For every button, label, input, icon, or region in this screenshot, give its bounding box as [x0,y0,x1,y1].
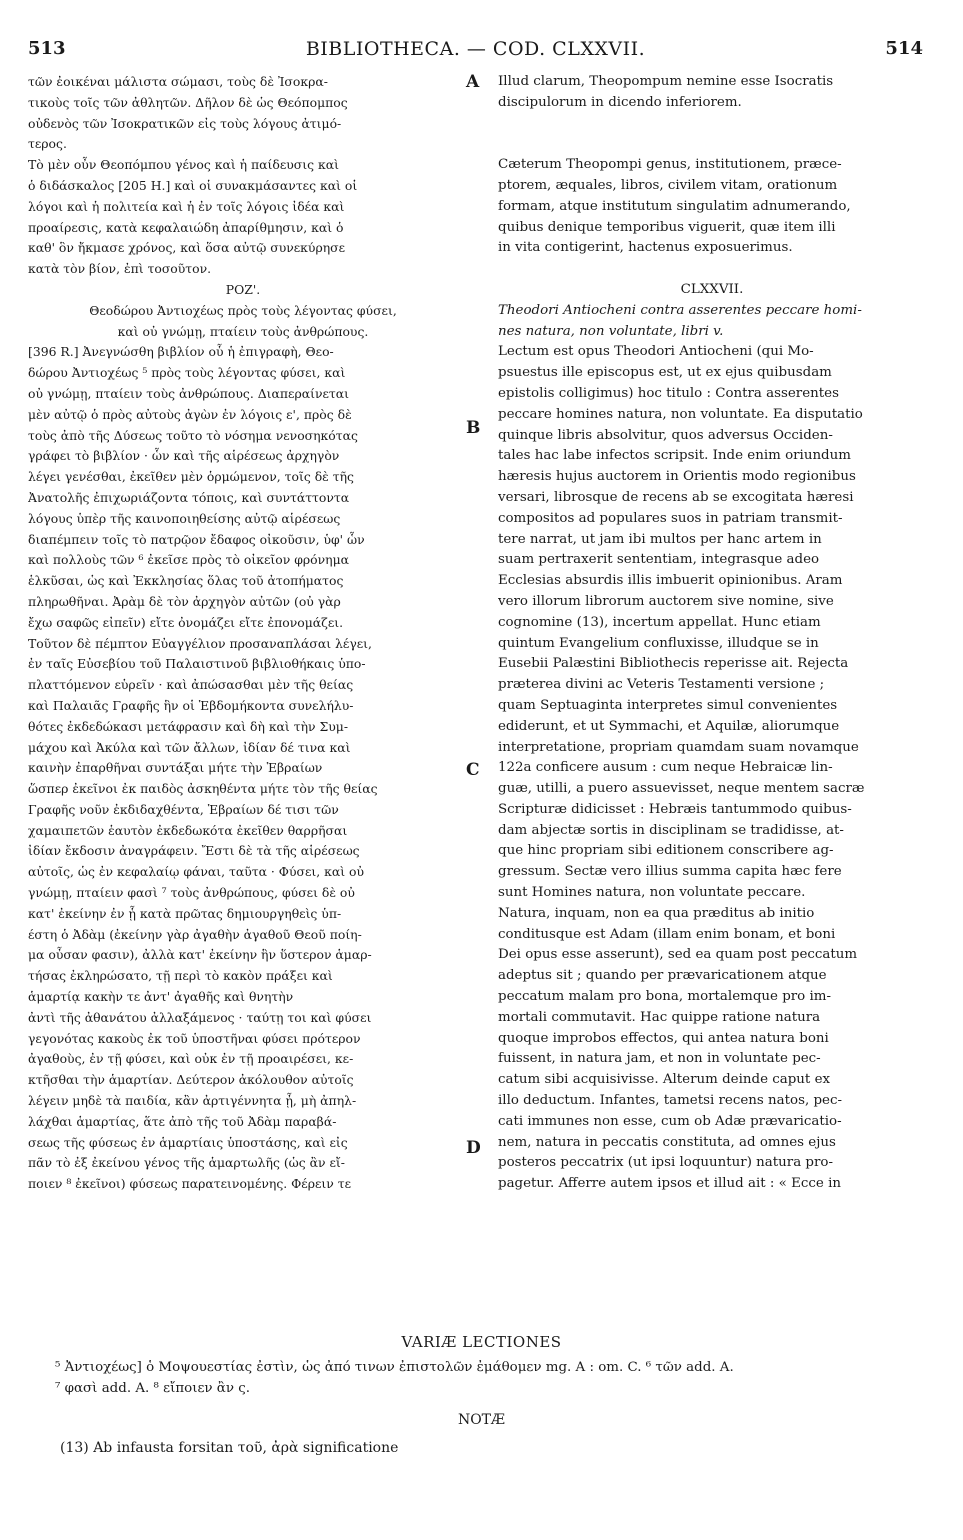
greek-line: τικοὺς τοῖς τῶν ἀθλητῶν. Δῆλον δὲ ὡς Θεόπομπος [28,94,348,110]
latin-line: quinque libris absolvitur, quos adversus Occiden- [498,427,833,443]
latin-line: Cæterum Theopompi genus, institutionem, præce- [498,157,842,173]
greek-line: μὲν αὐτῷ ὁ πρὸς αὐτοὺς ἀγὼν ἐν λόγοις ε', πρὸς δὲ [28,406,352,422]
variae-line-1: ⁵ Ἀντιοχέως] ὁ Μοψουεστίας ἐστὶν, ὡς ἀπό τινων ἐπιστολῶν ἐμάθομεν mg. A : om. C. ⁶ τῶν add. A. [55,1360,734,1375]
latin-column [498,72,926,1195]
latin-line: Theodori Antiocheni contra asserentes peccare homi- [498,302,862,318]
latin-line: quintum Evangelium confluxisse, illudque se in [498,635,819,651]
greek-line: γράφει τὸ βιβλίον · ὧν καὶ τῆς αἱρέσεως ἀρχηγὸν [28,448,340,464]
latin-line: quam Septuaginta interpretes simul convenientes [498,697,838,713]
latin-line: cognomine (13), incertum appellat. Hunc etiam [498,614,821,630]
greek-line: πᾶν τὸ ἐξ ἐκείνου γένος τῆς ἁμαρτωλῆς (ὡς ἂν εἴ- [28,1155,345,1171]
greek-line: τῶν ἐοικέναι μάλιστα σώμασι, τοὺς δὲ Ἰσοκρα- [28,74,328,89]
latin-line: præterea divini ac Veteris Testamenti versione ; [498,677,825,693]
greek-line: ἀντὶ τῆς ἀθανάτου ἀλλαξάμενος · ταύτῃ τοι καὶ φύσει [28,1009,372,1025]
greek-line: Τὸ μὲν οὖν Θεοπόμπου γένος καὶ ἡ παίδευσις καὶ [28,157,339,173]
greek-line: κατὰ τὸν βίον, ἐπὶ τοσοῦτον. [28,261,212,277]
latin-line: epistolis colligimus) hoc titulo : Contra asserentes [498,385,839,401]
greek-line: πληρωθῆναι. Ἀρὰμ δὲ τὸν ἀρχηγὸν αὐτῶν (οὐ γὰρ [28,593,341,609]
page-number-right: 514 [885,38,923,59]
greek-line: καινὴν ἐπαρθῆναι συντάξαι μήτε τὴν Ἑβραίων [28,760,323,776]
latin-line: 122a conficere ausum : cum neque Hebraicæ lin- [498,760,833,776]
latin-line [498,134,926,155]
latin-line: peccatum malam pro bona, mortalemque pro im- [498,989,831,1005]
latin-line: que hinc propriam sibi editionem conscribere ag- [498,843,834,859]
margin-letter-a: A [466,72,480,92]
latin-line: hæresis hujus auctorem in Orientis modo regionibus [498,469,856,485]
greek-line: ποιεν ⁸ ἐκεῖνοι) φύσεως παρατεινομένης. Φέρειν τε [28,1176,352,1192]
greek-line: ὁ διδάσκαλος [205 H.] καὶ οἱ συνακμάσαντες καὶ οἱ [28,177,358,193]
page-header [28,38,923,62]
greek-line: ἐν ταῖς Εὐσεβίου τοῦ Παλαιστινοῦ βιβλιοθήκαις ὑπο- [28,656,366,672]
latin-line: Illud clarum, Theopompum nemine esse Isocratis [498,74,834,89]
greek-line: θότες ἐκδεδώκασι μετάφρασιν καὶ δὴ καὶ τὴν Συμ- [28,718,349,734]
greek-line: καὶ Παλαιᾶς Γραφῆς ἣν οἱ Ἑβδομήκοντα συνελήλυ- [28,697,354,713]
greek-line: τοὺς ἀπὸ τῆς Δύσεως τοῦτο τὸ νόσημα νενοσηκότας [28,427,358,443]
latin-line: formam, atque institutum singulatim adnumerando, [498,198,851,214]
running-title: BIBLIOTHECA. — COD. CLXXVII. [305,38,646,60]
greek-line: Τοῦτον δὲ πέμπτον Εὐαγγέλιον προσαναπλάσαι λέγει, [28,635,372,651]
latin-line [498,114,926,135]
latin-line: Natura, inquam, non ea qua præditus ab initio [498,905,815,921]
latin-line: quibus denique temporibus viguerit, quæ item illi [498,219,836,235]
greek-line: Γραφῆς νοῦν ἐκδιδαχθέντα, Ἑβραίων δέ τισι τῶν [28,801,339,817]
latin-line: tales hac labe infectos scripsit. Inde enim oriundum [498,448,851,464]
greek-line: γεγονότας κακοὺς ἐκ τοῦ ὑποστῆναι φύσει πρότερον [28,1030,361,1046]
greek-line: λάχθαι ἁμαρτίας, ἅτε ἀπὸ τῆς τοῦ Ἀδὰμ παραβά- [28,1113,337,1129]
greek-line: έστη ὁ Ἀδὰμ (ἐκείνην γὰρ ἀγαθὴν ἀγαθοῦ Θεοῦ ποίη- [28,926,362,942]
latin-line: tere narrat, ut jam ibi multos per hanc artem in [498,531,822,547]
latin-line: vero illorum librorum auctorem sive nomine, sive [498,593,834,609]
latin-line: dam abjectæ sortis in disciplinam se tradidisse, at- [498,822,844,838]
latin-line: ediderunt, et ut Symmachi, et Aquilæ, aliorumque [498,718,840,734]
greek-line: τήσας ἐκληρώσατο, τῇ περὶ τὸ κακὸν πράξει καὶ [28,968,333,984]
greek-line: λέγειν μηδὲ τὰ παιδία, κἂν ἀρτιγέννητα ᾖ, μὴ ἀπηλ- [28,1093,357,1109]
latin-line: quoque improbos effectos, qui antea natura boni [498,1030,829,1046]
latin-line: cati immunes non esse, cum ob Adæ prævaricatio- [498,1113,842,1129]
greek-line: κατ' ἐκείνην ἐν ᾗ κατὰ πρῶτας δημιουργηθεὶς ὑπ- [28,905,342,921]
latin-line: in vita contigerint, hactenus exposuerimus. [498,240,793,256]
latin-line: interpretatione, propriam quamdam suam novamque [498,739,859,755]
greek-line: λόγοι καὶ ἡ πολιτεία καὶ ἡ ἐν τοῖς λόγοις ἰδέα καὶ [28,198,345,214]
latin-line: posteros peccatrix (ut ipsi loquuntur) natura pro- [498,1155,833,1171]
greek-line: κτῆσθαι τὴν ἁμαρτίαν. Δεύτερον ἀκόλουθον αὐτοῖς [28,1072,354,1088]
greek-line: δώρου Ἀντιοχέως ⁵ πρὸς τοὺς λέγοντας φύσει, καὶ [28,365,346,381]
greek-line: ἔχω σαφῶς εἰπεῖν) εἴτε ὀνομάζει εἴτε ἐπονομάζει. [28,614,344,630]
latin-line: peccare homines natura, non voluntate. Ea disputatio [498,406,863,422]
latin-line: versari, librosque de recens ab se excogitata hæresi [498,489,854,505]
note-13: (13) Ab infausta forsitan τοῦ, ἀρὰ significatione [60,1440,399,1456]
latin-line [498,259,926,280]
margin-letter-c: C [466,760,480,780]
greek-line: ἰδίαν ἔκδοσιν ἀναγράφειν. Ἔστι δὲ τὰ τῆς αἱρέσεως [28,843,360,859]
greek-line: μάχου καὶ Ἀκύλα καὶ τῶν ἄλλων, ἰδίαν δέ τινα καὶ [28,739,351,755]
greek-line: λέγει γενέσθαι, ἐκεῖθεν μὲν ὁρμώμενον, τοῖς δὲ τῆς [28,469,354,485]
latin-line: adeptus sit ; quando per prævaricationem atque [498,968,827,984]
latin-line: Scripturæ didicisset : Hebræis tantummodo quibus- [498,801,852,817]
greek-line: οὐ γνώμῃ, πταίειν τοὺς ἀνθρώπους. Διαπεραίνεται [28,385,350,401]
margin-letter-d: D [466,1138,481,1158]
variae-heading: VARIÆ LECTIONES [401,1333,562,1351]
latin-line: pagetur. Afferre autem ipsos et illud ait : « Ecce in [498,1176,841,1192]
greek-line: μα οὖσαν φασιν), ἀλλὰ κατ' ἐκείνην ἣν ὕστερον ἁμαρ- [28,947,372,963]
latin-line: nem, natura in peccatis constituta, ad omnes ejus [498,1134,836,1150]
greek-line: καθ' ὃν ἤκμασε χρόνος, καὶ ὅσα αὐτῷ συνεκύρησε [28,240,346,256]
latin-line: mortali commutavit. Hac quippe ratione natura [498,1009,821,1025]
greek-line: Θεοδώρου Ἀντιοχέως πρὸς τοὺς λέγοντας φύσει, [89,302,397,318]
latin-line: sunt Homines natura, non voluntate peccare. [498,885,806,901]
notae-heading: NOTÆ [457,1412,506,1428]
latin-line: guæ, utilli, a puero assuevisset, neque mentem sacræ [498,781,865,797]
variae-line-2: ⁷ φασὶ add. A. ⁸ εἴποιεν ἂν ς. [55,1381,250,1396]
margin-letter-b: B [466,418,481,438]
greek-line: καὶ οὐ γνώμῃ, πταίειν τοὺς ἀνθρώπους. [117,323,369,339]
greek-line: ἀγαθοὺς, ἐν τῇ φύσει, καὶ οὐκ ἐν τῇ προαιρέσει, κε- [28,1051,354,1067]
latin-line: conditusque est Adam (illam enim bonam, et boni [498,926,836,942]
latin-line: gressum. Sectæ vero illius summa capita hæc fere [498,864,842,880]
greek-line: αὐτοῖς, ὡς ἐν κεφαλαίῳ φάναι, ταῦτα · Φύσει, καὶ οὐ [28,864,364,880]
greek-line: καὶ πολλοὺς τῶν ⁶ ἐκεῖσε πρὸς τὸ οἰκεῖον φρόνημα [28,552,349,568]
latin-line: ptorem, æquales, libros, civilem vitam, orationum [498,177,838,193]
latin-line: Eusebii Palæstini Bibliothecis reperisse ait. Rejecta [498,656,849,672]
latin-line: suam pertraxerit sententiam, integrasque adeo [498,552,820,568]
greek-line: σεως τῆς φύσεως ἐν ἁμαρτίαις ὑποστάσης, καὶ εἰς [28,1134,348,1150]
latin-line: illo deductum. Infantes, tametsi recens natos, pec- [498,1093,842,1109]
greek-line: Ἀνατολῆς ἐπιχωριάζοντα τόποις, καὶ συντάττοντα [28,489,350,505]
latin-line: Lectum est opus Theodori Antiocheni (qui Mo- [498,344,814,360]
greek-line: οὐδενὸς τῶν Ἰσοκρατικῶν εἰς τοὺς λόγους ἀτιμό- [28,115,342,131]
latin-line: compositos ad populares suos in patriam transmit- [498,510,843,526]
latin-line: psuestus ille episcopus est, ut ex ejus quibusdam [498,365,832,381]
latin-line: Dei opus esse asserunt), sed ea quam post peccatum [498,947,858,963]
greek-line: τερος. [28,136,67,152]
latin-line: CLXXVII. [680,281,744,297]
greek-column [28,72,458,1195]
latin-line: discipulorum in dicendo inferiorem. [498,94,742,110]
greek-line: διαπέμπειν τοῖς τὸ πατρῷον ἔδαφος οἰκοῦσιν, ὑφ' ὧν [28,531,365,547]
greek-line: πλαττόμενον εὑρεῖν · καὶ ἀπώσασθαι μὲν τῆς θείας [28,677,354,693]
greek-line: γνώμῃ, πταίειν φασὶ ⁷ τοὺς ἀνθρώπους, φύσει δὲ οὐ [28,885,355,901]
greek-line: ἑλκῦσαι, ὡς καὶ Ἐκκλησίας ὅλας τοῦ ἀτοπήματος [28,573,344,589]
greek-line: ΡΟΖ'. [225,281,261,297]
greek-line: ἁμαρτίᾳ κακὴν τε ἀντ' ἀγαθῆς καὶ θνητὴν [28,989,294,1005]
greek-line: ὥσπερ ἐκεῖνοι ἐκ παιδὸς ἀσκηθέντα μήτε τὸν τῆς θείας [28,781,378,797]
greek-line: προαίρεσις, κατὰ κεφαλαιώδη ἀπαρίθμησιν, καὶ ὁ [28,219,344,235]
greek-line: χαμαιπετῶν ἑαυτὸν ἐκδεδωκότα ἐκεῖθεν θαρρῆσαι [28,822,348,838]
latin-line: Ecclesias absurdis illis imbuerit opinionibus. Aram [498,573,843,589]
page-number-left: 513 [28,38,66,59]
latin-line: fuissent, in natura jam, et non in voluntate pec- [498,1051,821,1067]
greek-line: λόγους ὑπὲρ τῆς καινοποιηθείσης αὐτῷ αἱρέσεως [28,510,341,526]
greek-line: [396 R.] Ἀνεγνώσθη βιβλίον οὗ ἡ ἐπιγραφὴ, Θεο- [28,344,334,360]
latin-line: catum sibi acquisivisse. Alterum deinde caput ex [498,1072,831,1088]
latin-line: nes natura, non voluntate, libri v. [498,323,724,339]
